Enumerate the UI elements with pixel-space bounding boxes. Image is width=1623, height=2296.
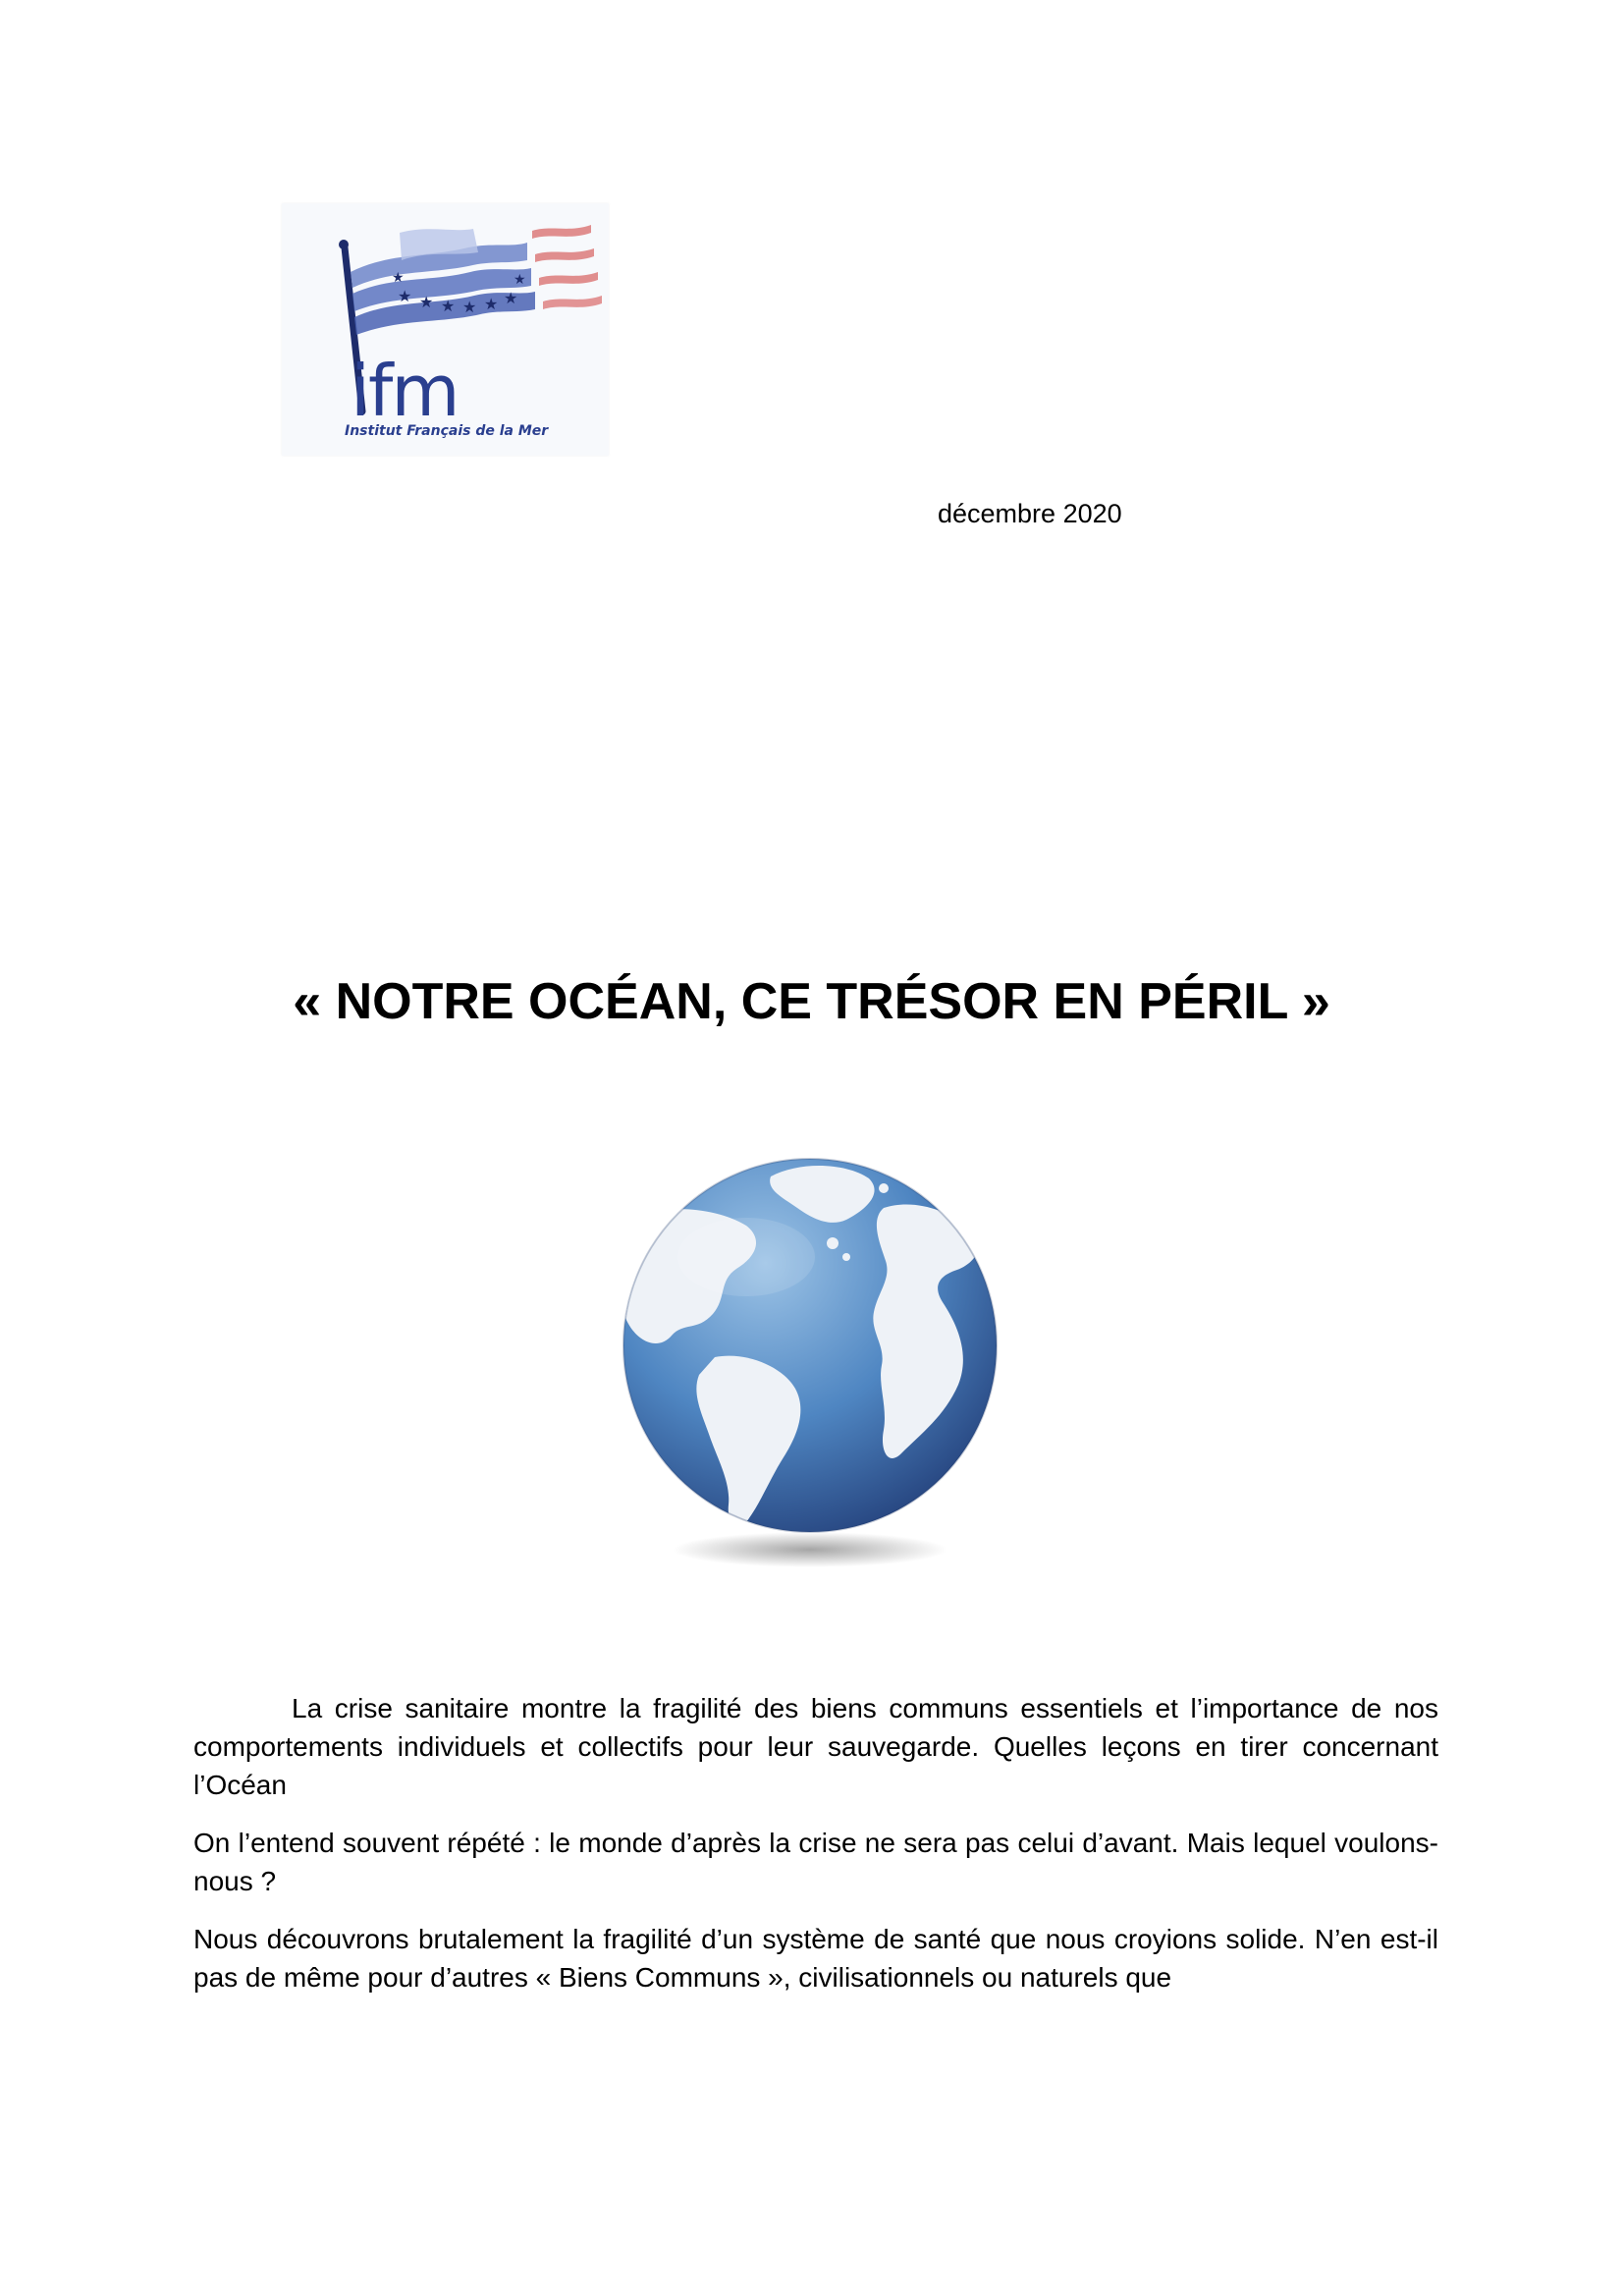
document-date: décembre 2020: [938, 499, 1122, 528]
logo-tagline: Institut Français de la Mer: [345, 423, 549, 439]
svg-text:★: ★: [398, 287, 412, 305]
globe-icon: [589, 1149, 1031, 1581]
svg-text:★: ★: [514, 272, 526, 288]
svg-text:★: ★: [419, 293, 434, 311]
ifm-logo: [282, 203, 609, 456]
svg-text:★: ★: [462, 298, 477, 316]
paragraph: La crise sanitaire montre la fragilité des biens communs essentiels et l’importance de nos comportements individuels et collectifs pour leur sauvegarde. Quelles leçons en tirer concernant l’Océan: [193, 1693, 1438, 1800]
body-text: [193, 1689, 1438, 2016]
svg-text:★: ★: [504, 289, 518, 307]
globe-illustration: [589, 1149, 1031, 1581]
svg-text:★: ★: [441, 297, 456, 315]
svg-text:★: ★: [392, 270, 405, 286]
document-title: « NOTRE OCÉAN, CE TRÉSOR EN PÉRIL »: [293, 973, 1330, 1030]
paragraph: On l’entend souvent répété : le monde d’après la crise ne sera pas celui d’avant. Mais lequel voulons-nous ?: [193, 1828, 1438, 1896]
logo-mark: ifm: [351, 350, 459, 432]
paragraph: Nous découvrons brutalement la fragilité d’un système de santé que nous croyions solide. N’en est-il pas de même pour d’autres « Biens Communs », civilisationnels ou naturels que: [193, 1924, 1438, 1993]
svg-text:★: ★: [484, 295, 499, 313]
